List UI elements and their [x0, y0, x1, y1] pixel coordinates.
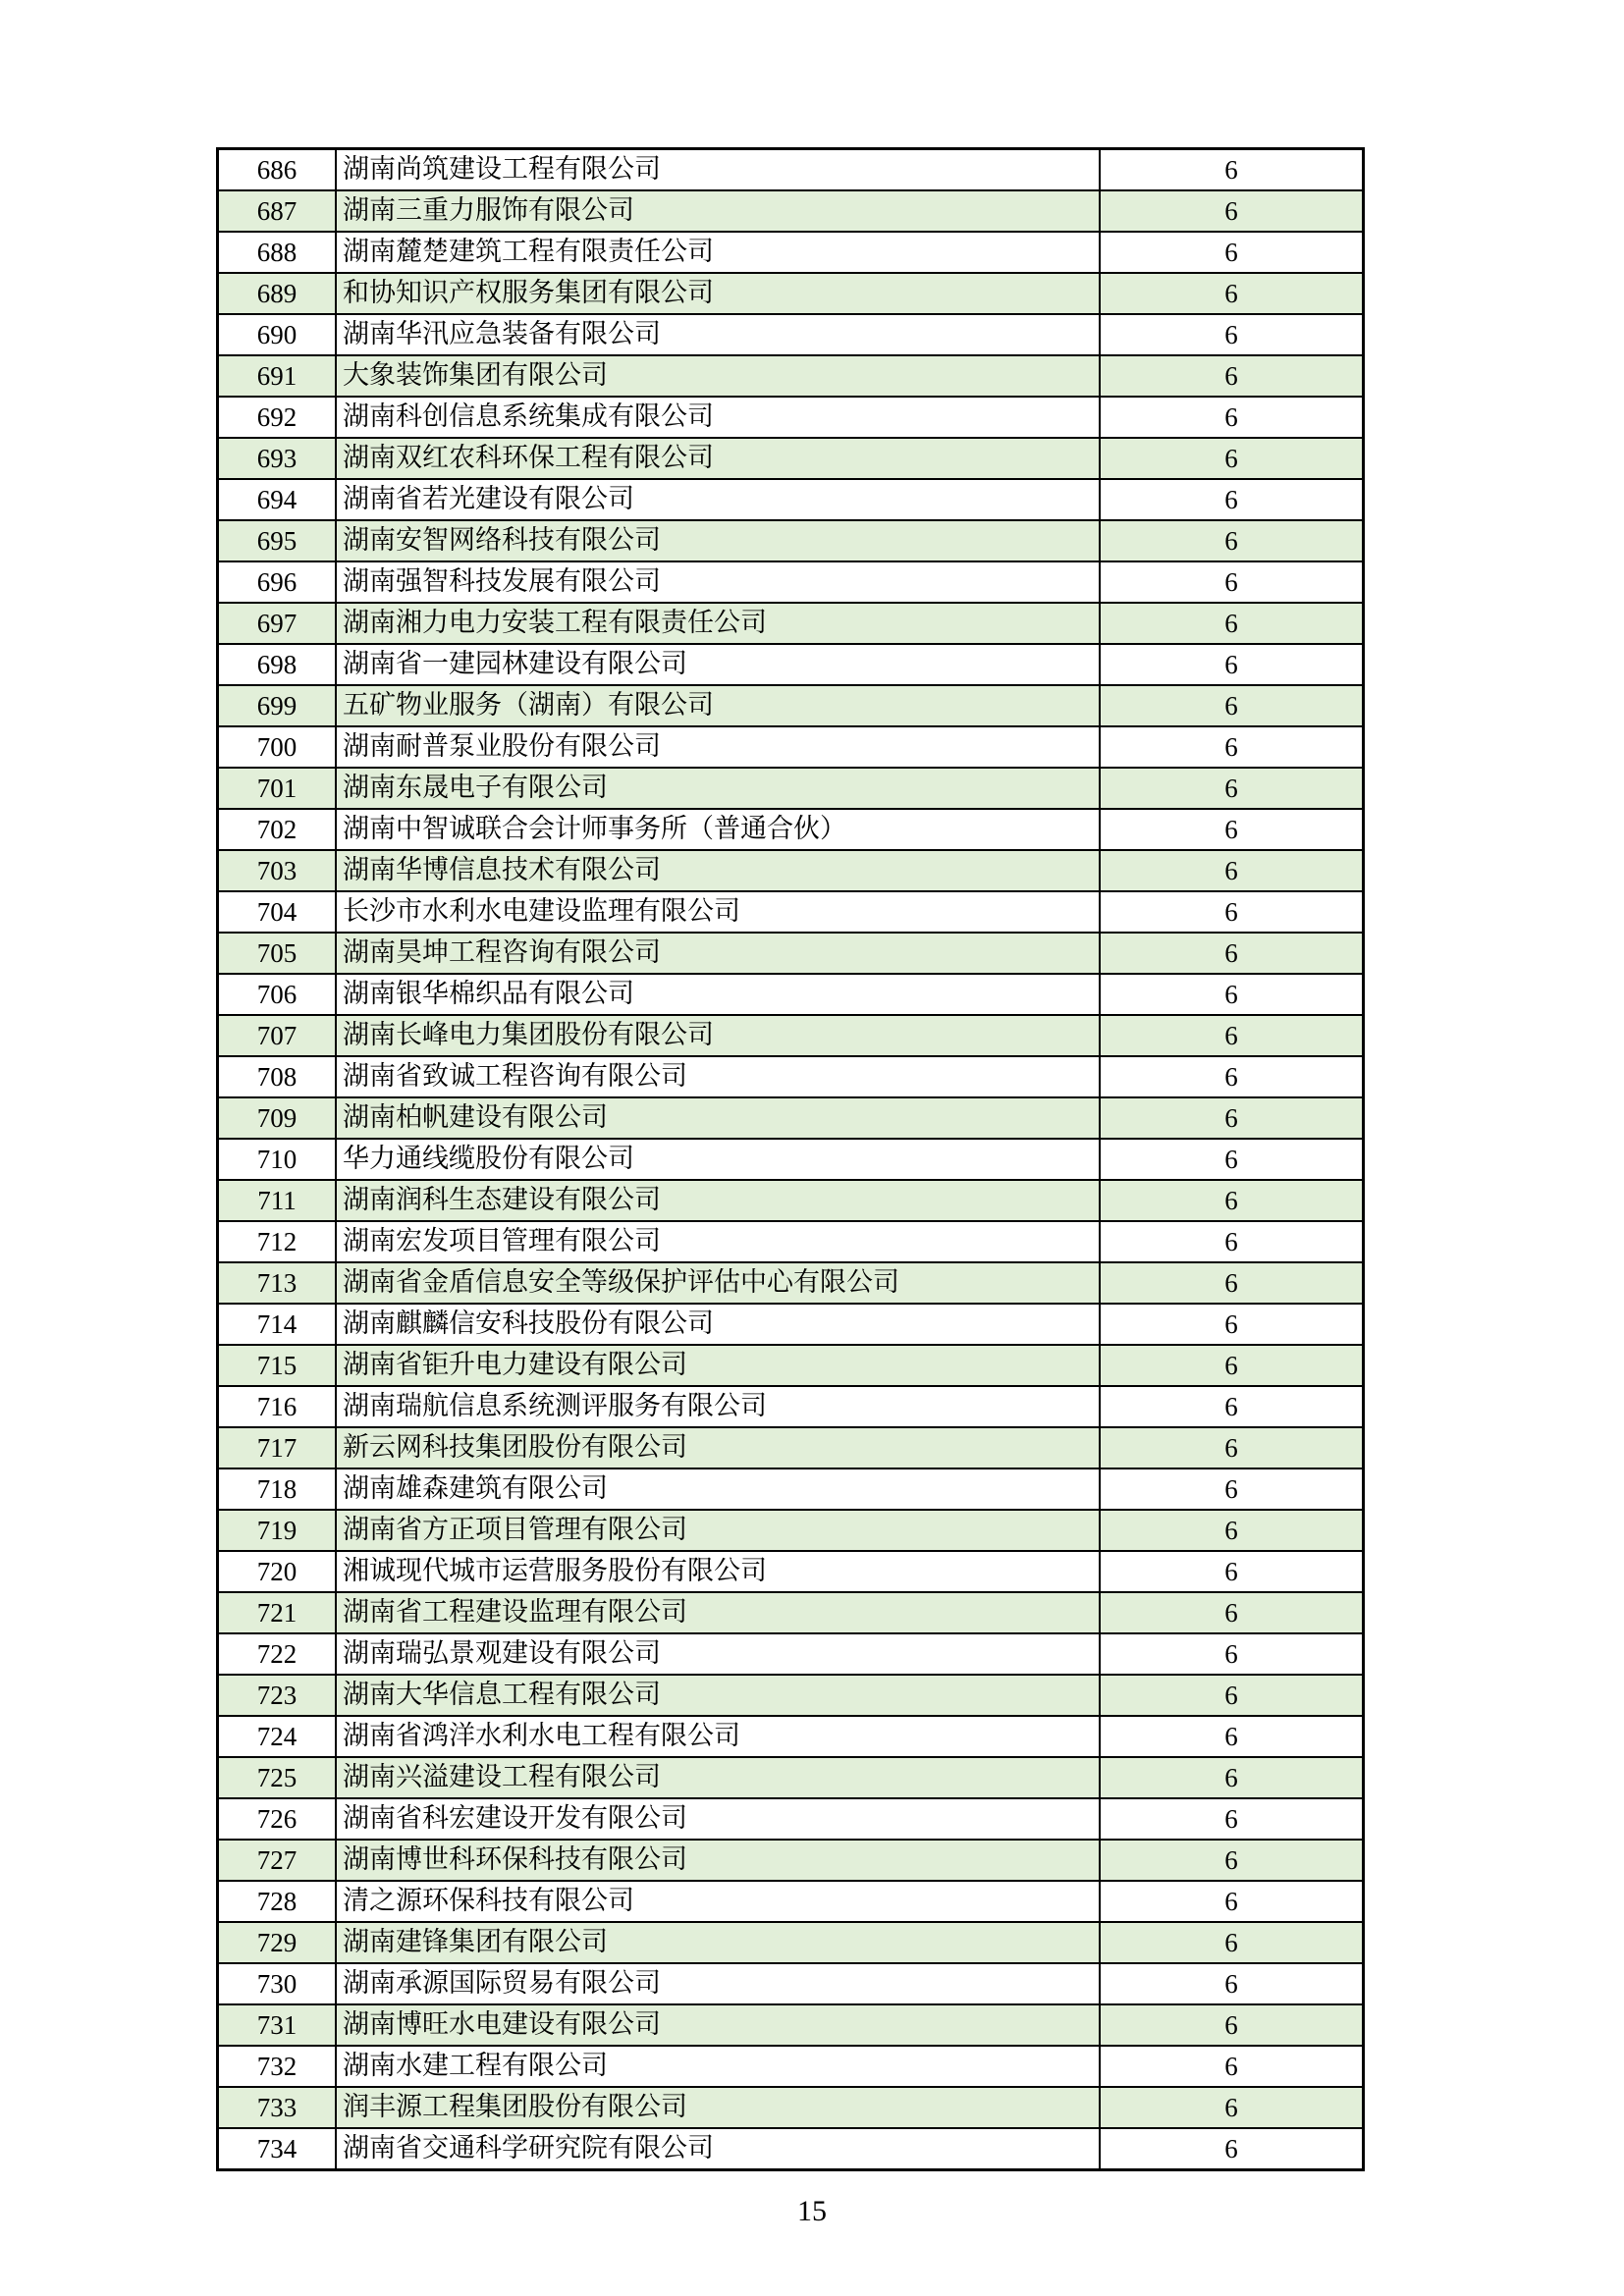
company-name-cell: 湖南省方正项目管理有限公司: [336, 1510, 1100, 1551]
row-number-cell: 719: [218, 1510, 337, 1551]
row-number-cell: 706: [218, 974, 337, 1015]
table-row: [218, 1221, 1364, 1262]
table-row: [218, 1551, 1364, 1592]
score-cell: 6: [1100, 726, 1364, 768]
row-number-cell: 723: [218, 1675, 337, 1716]
company-name-cell: 湖南华博信息技术有限公司: [336, 850, 1100, 891]
company-name-cell: 长沙市水利水电建设监理有限公司: [336, 891, 1100, 933]
score-cell: 6: [1100, 1304, 1364, 1345]
table-body: [218, 149, 1364, 2170]
company-name-cell: 湖南银华棉织品有限公司: [336, 974, 1100, 1015]
company-name-cell: 湖南昊坤工程咨询有限公司: [336, 933, 1100, 974]
company-name-cell: 湖南承源国际贸易有限公司: [336, 1963, 1100, 2004]
company-name-cell: 湖南科创信息系统集成有限公司: [336, 397, 1100, 438]
score-cell: 6: [1100, 1139, 1364, 1180]
row-number-cell: 696: [218, 561, 337, 603]
row-number-cell: 713: [218, 1262, 337, 1304]
score-cell: 6: [1100, 1840, 1364, 1881]
score-cell: 6: [1100, 561, 1364, 603]
row-number-cell: 726: [218, 1798, 337, 1840]
company-name-cell: 新云网科技集团股份有限公司: [336, 1427, 1100, 1468]
row-number-cell: 701: [218, 768, 337, 809]
row-number-cell: 729: [218, 1922, 337, 1963]
row-number-cell: 688: [218, 232, 337, 273]
table-row: [218, 2004, 1364, 2046]
table-row: [218, 1592, 1364, 1633]
company-name-cell: 五矿物业服务（湖南）有限公司: [336, 685, 1100, 726]
row-number-cell: 712: [218, 1221, 337, 1262]
row-number-cell: 699: [218, 685, 337, 726]
table-row: [218, 1386, 1364, 1427]
score-cell: 6: [1100, 1427, 1364, 1468]
table-row: [218, 1757, 1364, 1798]
score-cell: 6: [1100, 438, 1364, 479]
score-cell: 6: [1100, 2128, 1364, 2170]
score-cell: 6: [1100, 1922, 1364, 1963]
score-cell: 6: [1100, 1633, 1364, 1675]
company-name-cell: 湖南瑞弘景观建设有限公司: [336, 1633, 1100, 1675]
company-name-cell: 湖南省致诚工程咨询有限公司: [336, 1056, 1100, 1097]
company-name-cell: 湖南省若光建设有限公司: [336, 479, 1100, 520]
score-cell: 6: [1100, 1757, 1364, 1798]
score-cell: 6: [1100, 1798, 1364, 1840]
score-cell: 6: [1100, 314, 1364, 355]
company-name-cell: 华力通线缆股份有限公司: [336, 1139, 1100, 1180]
table-row: [218, 1304, 1364, 1345]
company-name-cell: 湖南宏发项目管理有限公司: [336, 1221, 1100, 1262]
table-row: [218, 355, 1364, 397]
score-cell: 6: [1100, 1345, 1364, 1386]
row-number-cell: 687: [218, 190, 337, 232]
company-name-cell: 湖南安智网络科技有限公司: [336, 520, 1100, 561]
company-name-cell: 清之源环保科技有限公司: [336, 1881, 1100, 1922]
table-row: [218, 314, 1364, 355]
company-name-cell: 湖南博世科环保科技有限公司: [336, 1840, 1100, 1881]
row-number-cell: 730: [218, 1963, 337, 2004]
company-name-cell: 湖南麒麟信安科技股份有限公司: [336, 1304, 1100, 1345]
table-row: [218, 974, 1364, 1015]
row-number-cell: 731: [218, 2004, 337, 2046]
row-number-cell: 686: [218, 149, 337, 191]
row-number-cell: 718: [218, 1468, 337, 1510]
table-row: [218, 1798, 1364, 1840]
row-number-cell: 708: [218, 1056, 337, 1097]
score-cell: 6: [1100, 1180, 1364, 1221]
row-number-cell: 714: [218, 1304, 337, 1345]
company-name-cell: 湖南兴溢建设工程有限公司: [336, 1757, 1100, 1798]
score-cell: 6: [1100, 685, 1364, 726]
company-list-table: [216, 147, 1365, 2171]
score-cell: 6: [1100, 1592, 1364, 1633]
page-number: 15: [797, 2195, 827, 2227]
table-row: [218, 1716, 1364, 1757]
score-cell: 6: [1100, 520, 1364, 561]
company-name-cell: 湖南建锋集团有限公司: [336, 1922, 1100, 1963]
score-cell: 6: [1100, 273, 1364, 314]
table-row: [218, 809, 1364, 850]
table-row: [218, 1056, 1364, 1097]
row-number-cell: 694: [218, 479, 337, 520]
company-name-cell: 湖南水建工程有限公司: [336, 2046, 1100, 2087]
table-row: [218, 1097, 1364, 1139]
table-row: [218, 644, 1364, 685]
score-cell: 6: [1100, 809, 1364, 850]
row-number-cell: 704: [218, 891, 337, 933]
row-number-cell: 717: [218, 1427, 337, 1468]
row-number-cell: 733: [218, 2087, 337, 2128]
company-name-cell: 湖南湘力电力安装工程有限责任公司: [336, 603, 1100, 644]
table-row: [218, 1262, 1364, 1304]
score-cell: 6: [1100, 2087, 1364, 2128]
row-number-cell: 728: [218, 1881, 337, 1922]
score-cell: 6: [1100, 768, 1364, 809]
score-cell: 6: [1100, 2046, 1364, 2087]
company-name-cell: 湖南省交通科学研究院有限公司: [336, 2128, 1100, 2170]
score-cell: 6: [1100, 190, 1364, 232]
table-row: [218, 1015, 1364, 1056]
score-cell: 6: [1100, 1468, 1364, 1510]
score-cell: 6: [1100, 1881, 1364, 1922]
company-name-cell: 湖南省科宏建设开发有限公司: [336, 1798, 1100, 1840]
table-row: [218, 768, 1364, 809]
table-row: [218, 891, 1364, 933]
table-row: [218, 1345, 1364, 1386]
score-cell: 6: [1100, 644, 1364, 685]
table-row: [218, 1840, 1364, 1881]
company-name-cell: 湖南长峰电力集团股份有限公司: [336, 1015, 1100, 1056]
company-name-cell: 湖南省鸿洋水利水电工程有限公司: [336, 1716, 1100, 1757]
score-cell: 6: [1100, 850, 1364, 891]
company-name-cell: 大象装饰集团有限公司: [336, 355, 1100, 397]
row-number-cell: 716: [218, 1386, 337, 1427]
score-cell: 6: [1100, 933, 1364, 974]
table-row: [218, 520, 1364, 561]
table-row: [218, 190, 1364, 232]
table-row: [218, 1468, 1364, 1510]
table-row: [218, 1963, 1364, 2004]
row-number-cell: 692: [218, 397, 337, 438]
row-number-cell: 727: [218, 1840, 337, 1881]
table-row: [218, 2046, 1364, 2087]
company-name-cell: 湖南中智诚联合会计师事务所（普通合伙）: [336, 809, 1100, 850]
score-cell: 6: [1100, 1963, 1364, 2004]
row-number-cell: 702: [218, 809, 337, 850]
company-name-cell: 湖南省金盾信息安全等级保护评估中心有限公司: [336, 1262, 1100, 1304]
company-name-cell: 湖南润科生态建设有限公司: [336, 1180, 1100, 1221]
table-row: [218, 1180, 1364, 1221]
table-row: [218, 1427, 1364, 1468]
row-number-cell: 705: [218, 933, 337, 974]
table-row: [218, 479, 1364, 520]
company-name-cell: 湖南三重力服饰有限公司: [336, 190, 1100, 232]
company-name-cell: 湖南省钜升电力建设有限公司: [336, 1345, 1100, 1386]
score-cell: 6: [1100, 355, 1364, 397]
table-row: [218, 1675, 1364, 1716]
company-name-cell: 湖南双红农科环保工程有限公司: [336, 438, 1100, 479]
table-row: [218, 726, 1364, 768]
row-number-cell: 732: [218, 2046, 337, 2087]
table-row: [218, 273, 1364, 314]
company-name-cell: 湖南东晟电子有限公司: [336, 768, 1100, 809]
row-number-cell: 697: [218, 603, 337, 644]
company-name-cell: 湖南省工程建设监理有限公司: [336, 1592, 1100, 1633]
company-name-cell: 湖南强智科技发展有限公司: [336, 561, 1100, 603]
company-name-cell: 湖南瑞航信息系统测评服务有限公司: [336, 1386, 1100, 1427]
score-cell: 6: [1100, 232, 1364, 273]
row-number-cell: 720: [218, 1551, 337, 1592]
company-name-cell: 湘诚现代城市运营服务股份有限公司: [336, 1551, 1100, 1592]
score-cell: 6: [1100, 1097, 1364, 1139]
table-row: [218, 850, 1364, 891]
row-number-cell: 707: [218, 1015, 337, 1056]
row-number-cell: 709: [218, 1097, 337, 1139]
row-number-cell: 721: [218, 1592, 337, 1633]
row-number-cell: 722: [218, 1633, 337, 1675]
row-number-cell: 724: [218, 1716, 337, 1757]
score-cell: 6: [1100, 1015, 1364, 1056]
row-number-cell: 703: [218, 850, 337, 891]
table-row: [218, 561, 1364, 603]
company-name-cell: 湖南雄森建筑有限公司: [336, 1468, 1100, 1510]
company-name-cell: 湖南华汛应急装备有限公司: [336, 314, 1100, 355]
table-row: [218, 2087, 1364, 2128]
row-number-cell: 691: [218, 355, 337, 397]
row-number-cell: 695: [218, 520, 337, 561]
score-cell: 6: [1100, 1262, 1364, 1304]
table-row: [218, 438, 1364, 479]
company-name-cell: 湖南省一建园林建设有限公司: [336, 644, 1100, 685]
table-row: [218, 232, 1364, 273]
row-number-cell: 690: [218, 314, 337, 355]
company-name-cell: 湖南耐普泵业股份有限公司: [336, 726, 1100, 768]
score-cell: 6: [1100, 603, 1364, 644]
company-name-cell: 和协知识产权服务集团有限公司: [336, 273, 1100, 314]
score-cell: 6: [1100, 891, 1364, 933]
score-cell: 6: [1100, 1221, 1364, 1262]
score-cell: 6: [1100, 479, 1364, 520]
score-cell: 6: [1100, 1056, 1364, 1097]
score-cell: 6: [1100, 1386, 1364, 1427]
company-name-cell: 湖南柏帆建设有限公司: [336, 1097, 1100, 1139]
table-row: [218, 397, 1364, 438]
table-row: [218, 1510, 1364, 1551]
row-number-cell: 698: [218, 644, 337, 685]
score-cell: 6: [1100, 149, 1364, 191]
row-number-cell: 689: [218, 273, 337, 314]
score-cell: 6: [1100, 1510, 1364, 1551]
company-name-cell: 湖南麓楚建筑工程有限责任公司: [336, 232, 1100, 273]
table-row: [218, 1881, 1364, 1922]
row-number-cell: 734: [218, 2128, 337, 2170]
row-number-cell: 710: [218, 1139, 337, 1180]
row-number-cell: 715: [218, 1345, 337, 1386]
score-cell: 6: [1100, 2004, 1364, 2046]
score-cell: 6: [1100, 1551, 1364, 1592]
score-cell: 6: [1100, 974, 1364, 1015]
table-row: [218, 1922, 1364, 1963]
table-row: [218, 1633, 1364, 1675]
row-number-cell: 700: [218, 726, 337, 768]
row-number-cell: 711: [218, 1180, 337, 1221]
company-name-cell: 湖南博旺水电建设有限公司: [336, 2004, 1100, 2046]
score-cell: 6: [1100, 397, 1364, 438]
row-number-cell: 693: [218, 438, 337, 479]
row-number-cell: 725: [218, 1757, 337, 1798]
company-name-cell: 湖南尚筑建设工程有限公司: [336, 149, 1100, 191]
table-row: [218, 685, 1364, 726]
table-row: [218, 933, 1364, 974]
table-row: [218, 149, 1364, 191]
company-name-cell: 湖南大华信息工程有限公司: [336, 1675, 1100, 1716]
table-row: [218, 1139, 1364, 1180]
table-row: [218, 603, 1364, 644]
score-cell: 6: [1100, 1675, 1364, 1716]
score-cell: 6: [1100, 1716, 1364, 1757]
table-row: [218, 2128, 1364, 2170]
company-name-cell: 润丰源工程集团股份有限公司: [336, 2087, 1100, 2128]
